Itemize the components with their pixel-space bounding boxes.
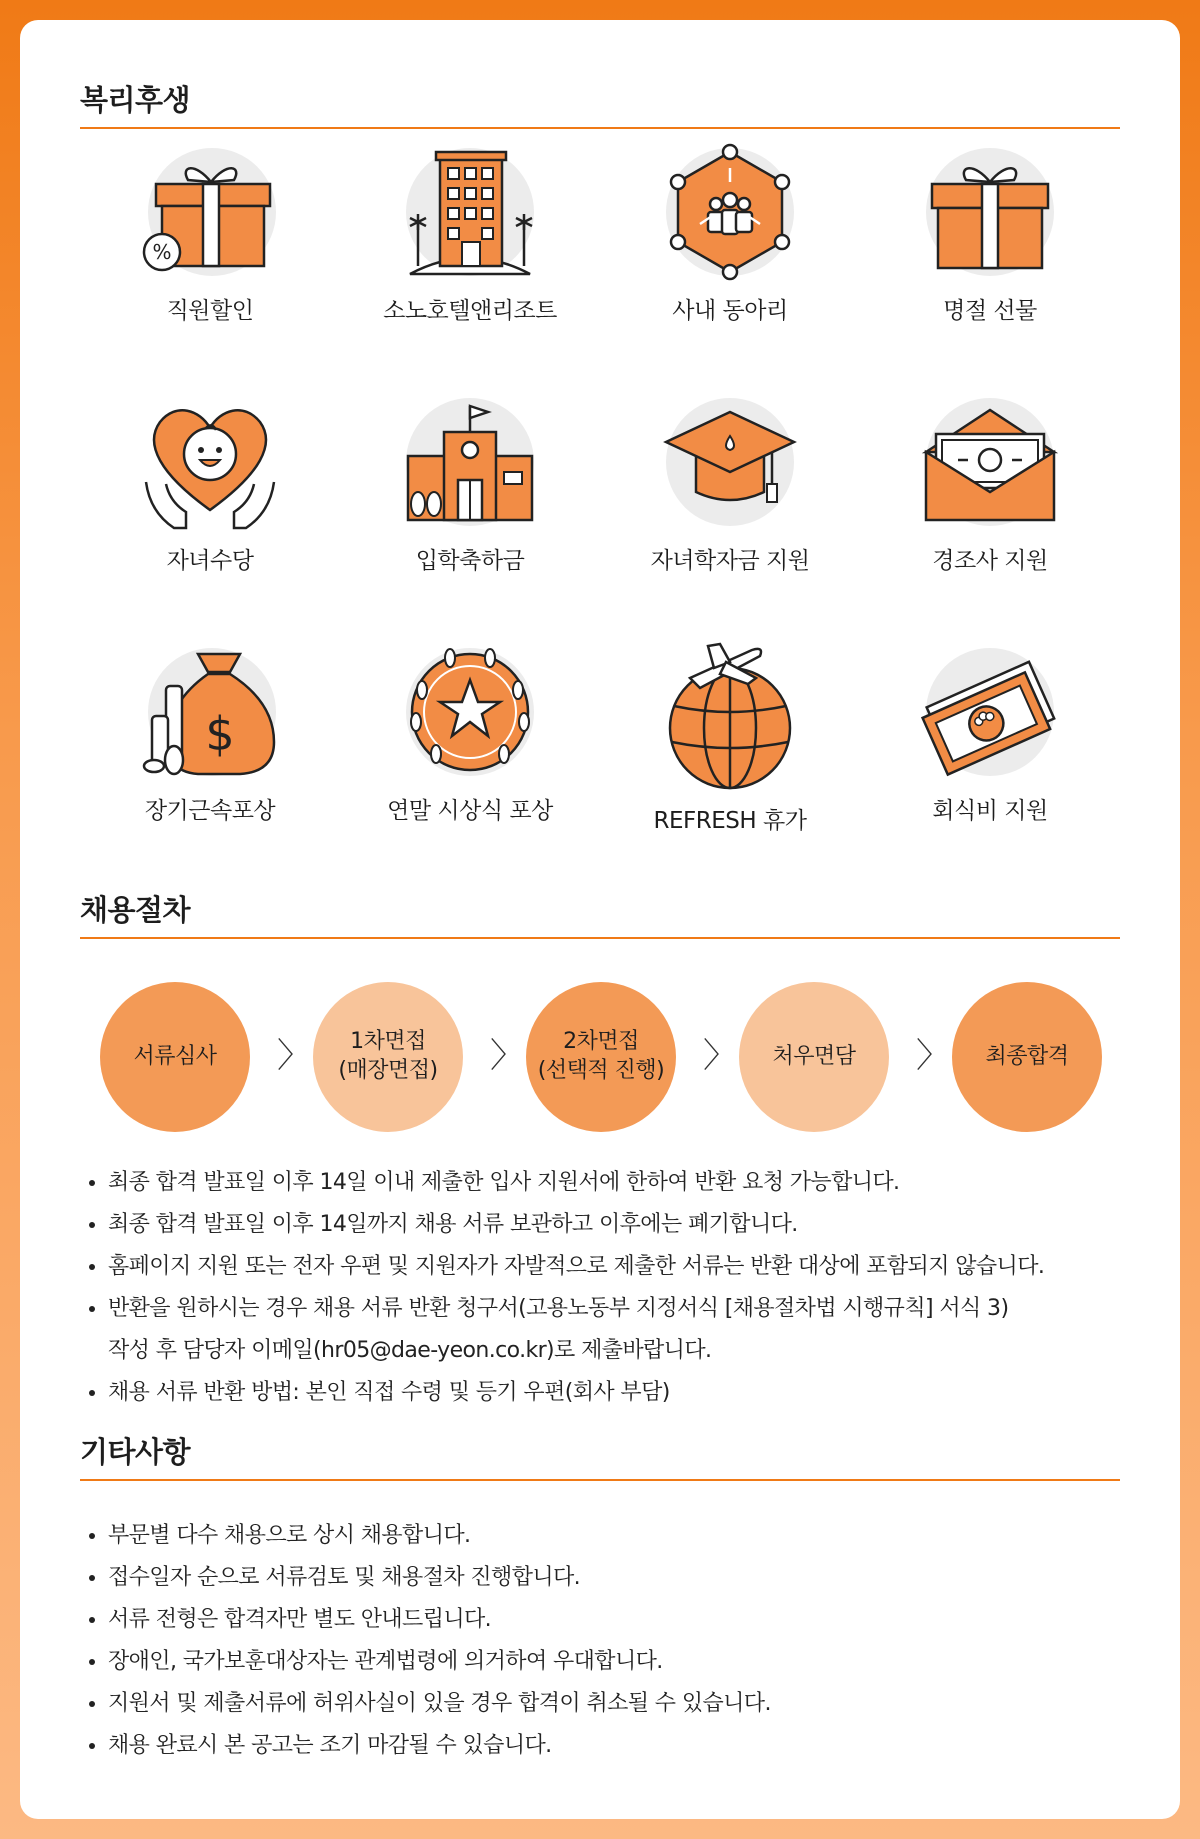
list-item: • 장애인, 국가보훈대상자는 관계법령에 의거하여 우대합니다.	[108, 1641, 1168, 1683]
hotel-icon	[400, 142, 540, 282]
benefit-label: 직원할인	[166, 298, 254, 324]
chevron-right-icon: 〉	[916, 1036, 950, 1076]
benefit-year-end-award	[340, 642, 600, 825]
benefit-company-club	[600, 142, 860, 325]
benefit-label: 자녀학자금 지원	[650, 548, 810, 574]
globe-airplane-icon	[660, 642, 800, 792]
child-heart-icon	[140, 392, 280, 532]
list-item-line: 작성 후 담당자 이메일(hr05@dae-yeon.co.kr)로 제출바랍니다.	[108, 1338, 712, 1363]
step-label: 최종합격	[985, 1043, 1069, 1069]
process-title: 채용절차	[80, 888, 1120, 939]
list-item: • 채용 서류 반환 방법: 본인 직접 수령 및 등기 우편(회사 부담)	[108, 1372, 1168, 1414]
money-bag-icon	[140, 642, 280, 782]
gift-box-icon	[920, 142, 1060, 282]
chevron-right-icon: 〉	[490, 1036, 524, 1076]
list-item: • 서류 전형은 합격자만 별도 안내드립니다.	[108, 1599, 1168, 1641]
step-label: 2차면접	[563, 1029, 639, 1055]
svg-text:$: $	[205, 707, 235, 761]
benefits-title: 복리후생	[80, 78, 1120, 129]
step-label: 서류심사	[133, 1043, 217, 1069]
step-sublabel: (선택적 진행)	[537, 1058, 665, 1083]
banknote-icon	[920, 642, 1060, 782]
award-wreath-icon	[400, 642, 540, 782]
list-item: • 지원서 및 제출서류에 허위사실이 있을 경우 합격이 취소될 수 있습니다.	[108, 1683, 1168, 1725]
benefit-label: REFRESH 휴가	[653, 808, 807, 834]
list-item: • 홈페이지 지원 또는 전자 우편 및 지원자가 자발적으로 제출한 서류는 반환 대상에 포함되지 않습니다.	[108, 1246, 1168, 1288]
etc-title: 기타사항	[80, 1430, 1120, 1481]
benefit-label: 사내 동아리	[672, 298, 788, 324]
step-sublabel: (매장면접)	[338, 1058, 438, 1083]
benefit-long-service	[80, 642, 340, 825]
step-second-interview	[526, 982, 676, 1132]
list-item: • 최종 합격 발표일 이후 14일 이내 제출한 입사 지원서에 한하여 반환 요청 가능합니다.	[108, 1162, 1168, 1204]
step-document-review	[100, 982, 250, 1132]
club-network-icon	[660, 142, 800, 282]
benefit-label: 자녀수당	[166, 548, 254, 574]
process-steps	[80, 982, 1120, 1134]
chevron-right-icon: 〉	[703, 1036, 737, 1076]
list-item: • 최종 합격 발표일 이후 14일까지 채용 서류 보관하고 이후에는 폐기합니다.	[108, 1204, 1168, 1246]
benefit-label: 연말 시상식 포상	[387, 798, 553, 824]
benefit-sono-hotel	[340, 142, 600, 325]
benefit-label: 장기근속포상	[144, 798, 276, 824]
content-card	[20, 20, 1180, 1819]
benefit-label: 소노호텔앤리조트	[383, 298, 557, 324]
benefit-tuition-support	[600, 392, 860, 575]
process-notes	[80, 1162, 1168, 1414]
graduation-cap-icon	[660, 392, 800, 532]
school-icon	[400, 392, 540, 532]
etc-notes	[80, 1515, 1168, 1767]
list-item: • 접수일자 순으로 서류검토 및 채용절차 진행합니다.	[108, 1557, 1168, 1599]
step-label: 처우면담	[772, 1043, 856, 1069]
benefit-label: 입학축하금	[415, 548, 525, 574]
step-first-interview	[313, 982, 463, 1132]
benefit-dining-support	[860, 642, 1120, 825]
svg-text:%: %	[152, 240, 172, 264]
step-final-pass	[952, 982, 1102, 1132]
list-item: • 부문별 다수 채용으로 상시 채용합니다.	[108, 1515, 1168, 1557]
benefit-label: 회식비 지원	[932, 798, 1048, 824]
gift-discount-icon	[140, 142, 280, 282]
benefit-school-entrance	[340, 392, 600, 575]
benefit-refresh-vacation	[600, 642, 860, 835]
step-label: 1차면접	[350, 1029, 426, 1055]
chevron-right-icon: 〉	[277, 1036, 311, 1076]
benefit-label: 경조사 지원	[932, 548, 1048, 574]
list-item: • 채용 완료시 본 공고는 조기 마감될 수 있습니다.	[108, 1725, 1168, 1767]
benefit-child-allowance	[80, 392, 340, 575]
money-envelope-icon	[920, 392, 1060, 532]
list-item-line: • 반환을 원하시는 경우 채용 서류 반환 청구서(고용노동부 지정서식 [채용절차법 시행규칙] 서식 3)	[108, 1296, 1009, 1321]
benefit-label: 명절 선물	[943, 298, 1037, 324]
benefit-holiday-gift	[860, 142, 1120, 325]
benefit-employee-discount	[80, 142, 340, 325]
benefit-family-events	[860, 392, 1120, 575]
step-compensation-talk	[739, 982, 889, 1132]
list-item	[108, 1288, 1168, 1372]
